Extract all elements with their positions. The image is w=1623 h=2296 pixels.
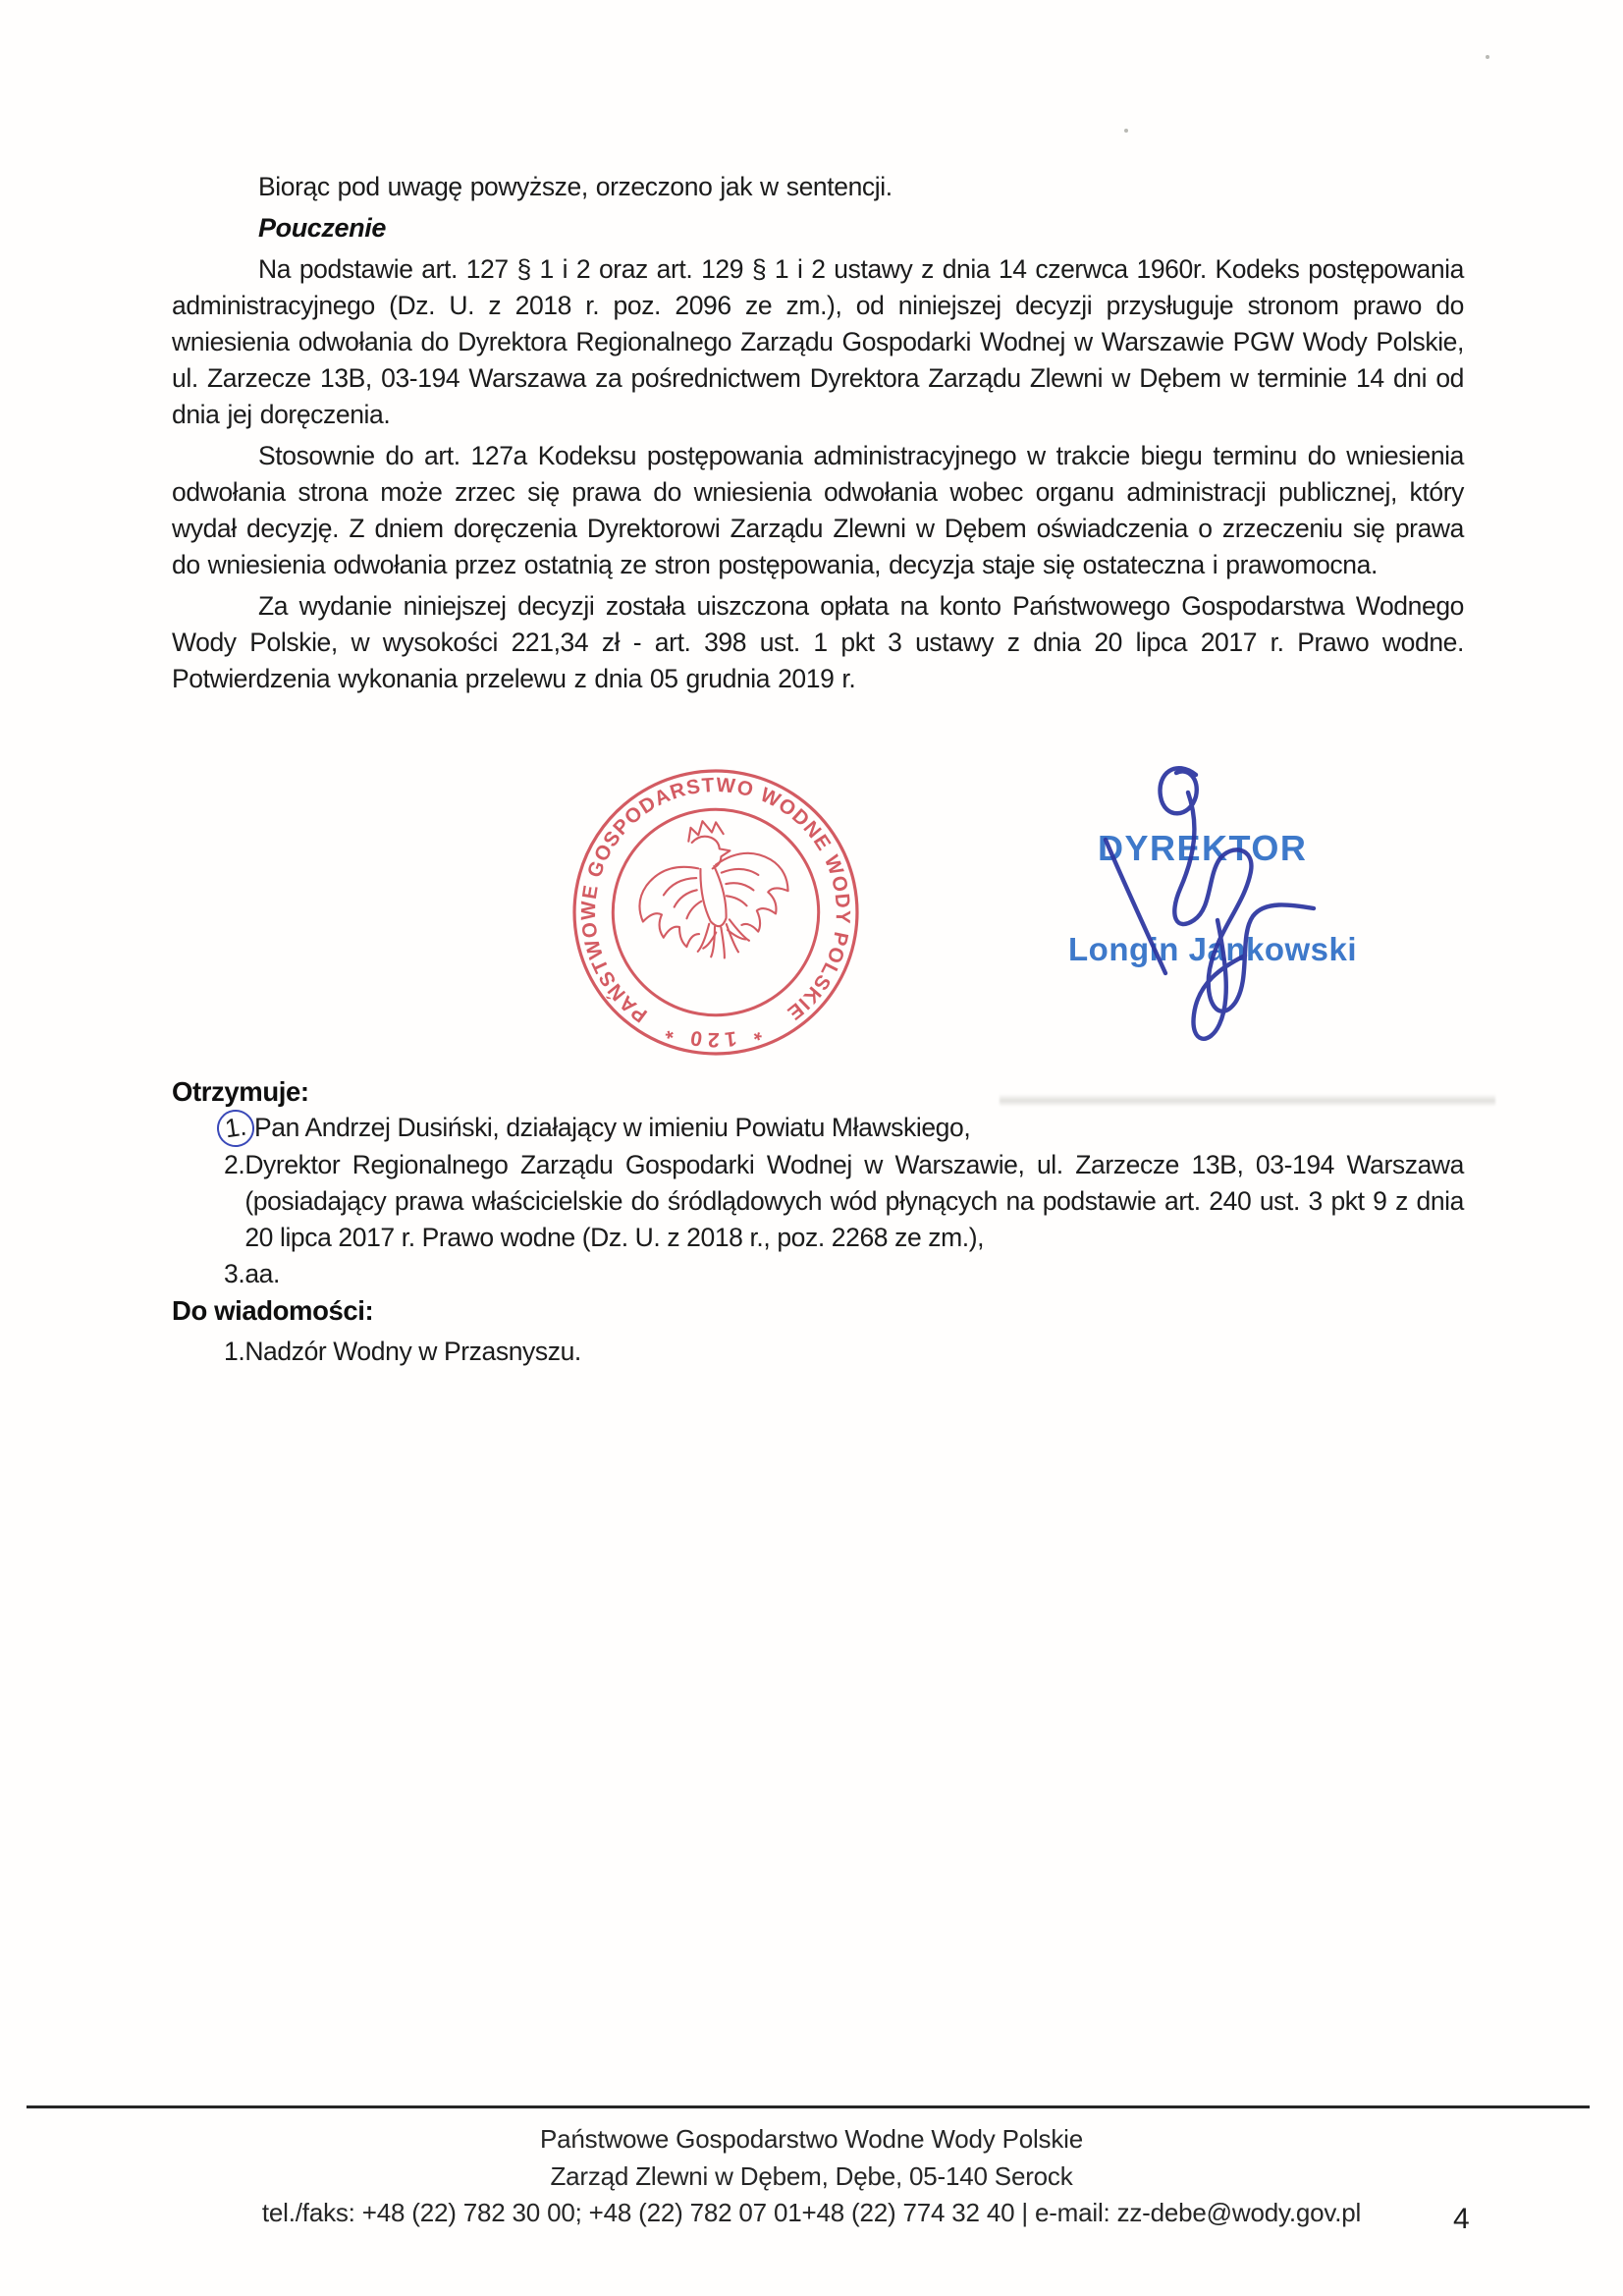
paragraph-appeal-rights: Na podstawie art. 127 § 1 i 2 oraz art. 129 § 1 i 2 ustawy z dnia 14 czerwca 1960r. Kodeks postępowania administracyjnego (Dz. U. z 2018 r. poz. 2096 ze zm.), od niniejszej decyzji przysługuje stronom prawo do wniesienia odwołania do Dyrektora Regionalnego Zarządu Gospodarki Wodnej w Warszawie PGW Wody Polskie, ul. Zarzecze 13B, 03-194 Warszawa za pośrednictwem Dyrektora Zarządu Zlewni w Dębem w terminie 14 dni od dnia jej doręczenia. (172, 254, 1464, 429)
recipient-item-1-text: Pan Andrzej Dusiński, działający w imieniu Powiatu Mławskiego, (254, 1113, 971, 1142)
svg-text:PAŃSTWOWE GOSPODARSTWO WODNE W (552, 748, 878, 1065)
footer-block (0, 2121, 1623, 2232)
recipient-item-2-text: Dyrektor Regionalnego Zarządu Gospodarki Wodnej w Warszawie, ul. Zarzecze 13B, 03-194 Warszawa (posiadający prawa właścicielskie do śródlądowych wód płynących na podstawie art. 240 ust. 3 pkt 9 z dnia 20 lipca 2017 r. Prawo wodne (Dz. U. z 2018 r., poz. 2268 ze zm.), (244, 1150, 1464, 1252)
distribution-lists (172, 1073, 1464, 1370)
cc-item-1-number: 1. (224, 1337, 245, 1366)
section-heading-pouczenie: Pouczenie (258, 213, 386, 243)
footer-department-address: Zarząd Zlewni w Dębem, Dębe, 05-140 Serock (550, 2160, 1073, 2191)
seal-graphic (540, 737, 892, 1088)
recipient-item-1 (172, 1110, 1464, 1147)
recipient-item-2 (172, 1147, 1464, 1256)
footer-divider-line (27, 2105, 1590, 2108)
cc-item-1 (172, 1334, 1464, 1370)
recipient-item-2-number: 2. (224, 1150, 245, 1179)
recipients-heading: Otrzymuje: (172, 1076, 309, 1107)
signature-title-stamp: DYREKTOR (1098, 828, 1308, 868)
recipient-item-3-text: aa. (244, 1259, 280, 1288)
page-number: 4 (1453, 2203, 1470, 2235)
cc-item-1-text: Nadzór Wodny w Przasnyszu. (244, 1337, 581, 1366)
scan-speck (1124, 129, 1128, 133)
signature-name-stamp: Longin Jankowski (1068, 931, 1358, 967)
footer-contact-info: tel./faks: +48 (22) 782 30 00; +48 (22) 782 07 01+48 (22) 774 32 40 | e-mail: zz-debe@wody.gov.pl (261, 2198, 1362, 2227)
intro-line: Biorąc pod uwagę powyższe, orzeczono jak w sentencji. (258, 172, 893, 201)
scan-speck (1486, 55, 1489, 59)
paragraph-waiver-of-appeal: Stosownie do art. 127a Kodeksu postępowania administracyjnego w trakcie biegu terminu do wniesienia odwołania strona może zrzec się prawa do wniesienia odwołania wobec organu administracji publicznej, który wydał decyzję. Z dniem doręczenia Dyrektorowi Zarządu Zlewni w Dębem oświadczenia o zrzeczeniu się prawa do wniesienia odwołania przez ostatnią ze stron postępowania, decyzja staje się ostateczna i prawomocna. (172, 441, 1464, 579)
seal-bottom-number: * 120 * (663, 1018, 765, 1051)
official-round-seal-stamp (540, 737, 892, 1088)
body-text-block (172, 169, 1464, 702)
handwritten-signature (1070, 761, 1325, 1048)
blue-pen-circle-annotation: 1. (215, 1108, 257, 1150)
seal-ring-text: PAŃSTWOWE GOSPODARSTWO WODNE WODY POLSKIE (577, 773, 855, 1027)
recipient-item-3-number: 3. (224, 1259, 245, 1288)
cc-heading: Do wiadomości: (172, 1295, 374, 1326)
scan-smudge-artifact (1000, 1094, 1495, 1106)
recipient-item-3 (172, 1256, 1464, 1292)
footer-organization: Państwowe Gospodarstwo Wodne Wody Polskie (539, 2124, 1083, 2154)
paragraph-fee-payment: Za wydanie niniejszej decyzji została uiszczona opłata na konto Państwowego Gospodarstwa Wodnego Wody Polskie, w wysokości 221,34 zł - art. 398 ust. 1 pkt 3 ustawy z dnia 20 lipca 2017 r. Prawo wodne. Potwierdzenia wykonania przelewu z dnia 05 grudnia 2019 r. (172, 591, 1464, 693)
